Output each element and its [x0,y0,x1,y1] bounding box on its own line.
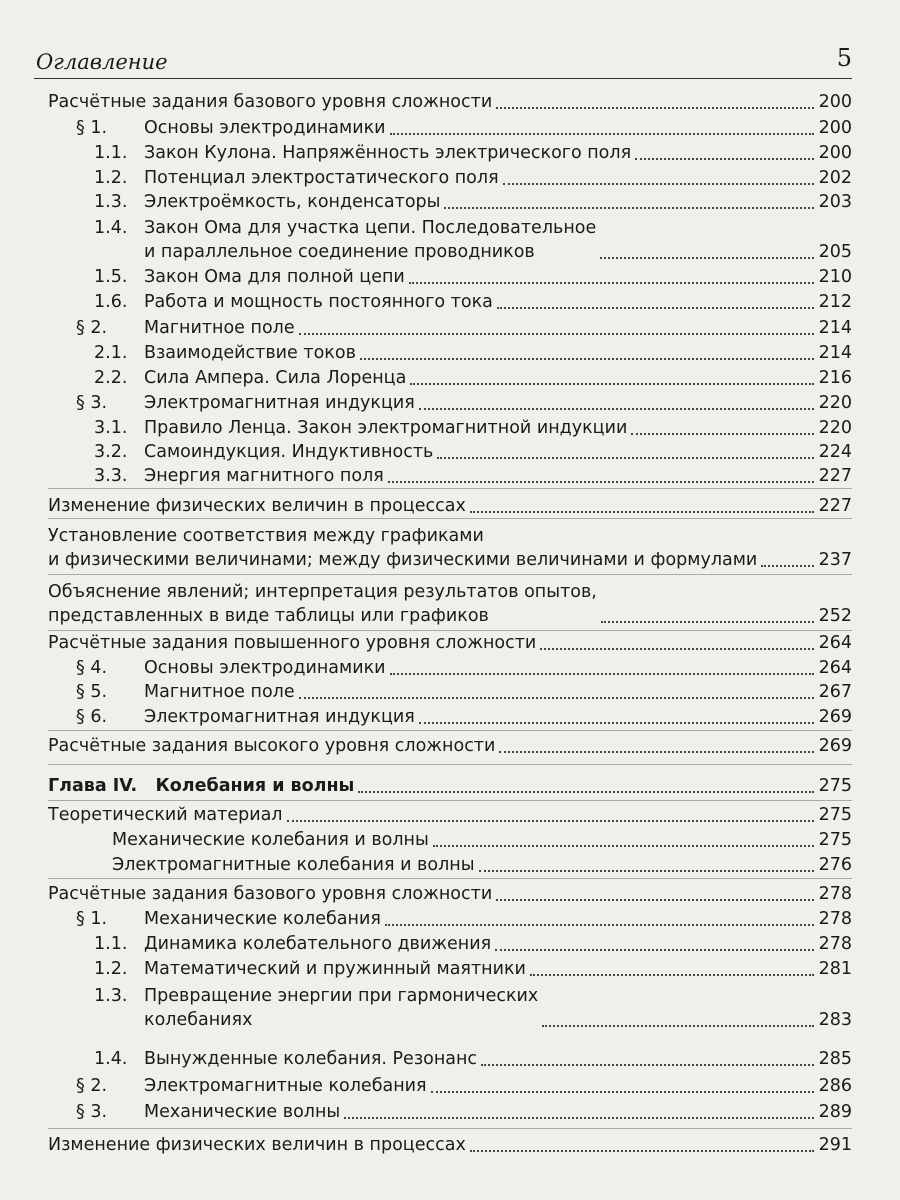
toc-entry-page: 227 [818,496,852,516]
toc-entry[interactable] [48,166,852,190]
toc-entry-title: Расчётные задания повышенного уровня сложности [48,633,537,653]
toc-entry-page: 200 [818,143,852,163]
leader-dots [419,722,814,724]
leader-dots [431,1091,814,1093]
toc-entry-title: Механические колебания [144,909,381,929]
toc-entry-page: 220 [818,418,852,438]
toc-entry-title: Расчётные задания высокого уровня сложности [48,736,496,756]
leader-dots [479,870,814,872]
toc-entry[interactable] [48,932,852,956]
divider [48,878,852,879]
divider [48,730,852,731]
leader-dots [542,1025,814,1027]
toc-entry[interactable] [48,828,852,852]
toc-entry-page: 216 [818,368,852,388]
page-header [34,44,852,79]
toc-entry-title: Закон Ома для полной цепи [144,267,405,287]
toc-entry-title: Вынужденные колебания. Резонанс [144,1049,478,1069]
toc-entry[interactable] [48,853,852,877]
divider [48,1128,852,1129]
toc-entry-title: Электроёмкость, конденсаторы [144,192,441,212]
toc-entry[interactable] [48,190,852,214]
toc-entry[interactable] [48,290,852,314]
toc-entry-number: 2.1. [94,343,128,363]
toc-entry[interactable] [48,907,852,931]
toc-entry-number: 1.2. [94,168,128,188]
leader-dots [635,158,814,160]
leader-dots [470,1150,814,1152]
toc-entry-title-line1: Установление соответствия между графиками [48,526,484,546]
toc-entry-number: 1.4. [94,218,128,238]
toc-entry-number: 3.2. [94,442,128,462]
toc-entry-page: 275 [818,830,852,850]
toc-entry-number: 3.1. [94,418,128,438]
leader-dots [385,924,814,926]
toc-entry-page: 283 [818,1010,852,1030]
toc-entry-title: Динамика колебательного движения [144,934,492,954]
leader-dots [299,333,814,335]
toc-entry-page: 278 [818,884,852,904]
toc-entry-number: 1.4. [94,1049,128,1069]
toc-entry-page: 200 [818,92,852,112]
leader-dots [601,621,814,623]
toc-entry-page: 252 [818,606,852,626]
toc-entry-page: 212 [818,292,852,312]
page-number: 5 [836,44,852,72]
toc-entry[interactable] [48,440,852,464]
toc-entry-page: 289 [818,1102,852,1122]
toc-entry-number: § 3. [76,1102,108,1122]
toc-entry-number: 1.6. [94,292,128,312]
leader-dots [600,257,814,259]
toc-entry-page: 202 [818,168,852,188]
toc-entry-title: Математический и пружинный маятники [144,959,526,979]
toc-entry-title: Механические волны [144,1102,341,1122]
toc-entry-number: § 2. [76,318,108,338]
leader-dots [530,974,814,976]
toc-entry-title-line2: колебаниях [144,1010,253,1030]
toc-entry[interactable] [48,631,852,655]
toc-entry[interactable] [48,524,852,572]
toc-entry[interactable] [48,1133,852,1157]
leader-dots [631,433,814,435]
toc-entry[interactable] [48,957,852,981]
toc-entry-title: Закон Кулона. Напряжённость электрического поля [144,143,632,163]
leader-dots [433,845,814,847]
leader-dots [299,697,814,699]
toc-entry[interactable] [48,341,852,365]
toc-entry-page: 214 [818,343,852,363]
toc-entry[interactable] [48,494,852,518]
toc-entry-title: Электромагнитные колебания и волны [112,855,475,875]
toc-entry-title: Основы электродинамики [144,118,386,138]
toc-entry-page: 205 [818,242,852,262]
toc-entry-page: 278 [818,909,852,929]
toc-chapter-title: Глава IV. Колебания и волны [48,776,355,796]
toc-entry-number: 1.3. [94,986,128,1006]
leader-dots [358,791,814,793]
toc-entry-title: Теоретический материал [48,805,283,825]
toc-entry[interactable] [48,1074,852,1098]
leader-dots [437,457,814,459]
toc-entry[interactable] [48,984,852,1032]
toc-entry-page: 291 [818,1135,852,1155]
leader-dots [497,307,814,309]
leader-dots [388,481,814,483]
toc-entry-title [48,580,597,628]
toc-entry-number: § 4. [76,658,108,678]
divider [48,518,852,519]
leader-dots [499,751,814,753]
divider [48,800,852,801]
toc-entry-title: Сила Ампера. Сила Лоренца [144,368,407,388]
toc-entry-title-line2: представленных в виде таблицы или графиков [48,606,489,626]
toc-entry-title [144,216,596,264]
toc-entry-page: 227 [818,466,852,486]
leader-dots [503,183,814,185]
toc-entry-title-line2: и физическими величинами; между физическими величинами и формулами [48,550,758,570]
toc-entry-title: Электромагнитная индукция [144,707,415,727]
toc-entry[interactable] [48,316,852,340]
toc-entry[interactable] [48,882,852,906]
toc-entry[interactable] [48,141,852,165]
toc-entry-title-line1: Закон Ома для участка цепи. Последовательное [144,218,597,238]
toc-entry-title: Электромагнитные колебания [144,1076,427,1096]
toc-entry-page: 224 [818,442,852,462]
toc-entry-page: 237 [818,550,852,570]
leader-dots [761,565,814,567]
leader-dots [470,511,814,513]
running-title: Оглавление [36,50,168,74]
toc-entry-title: Основы электродинамики [144,658,386,678]
toc-entry-page: 200 [818,118,852,138]
leader-dots [409,282,814,284]
toc-entry[interactable] [48,416,852,440]
toc-entry-number: § 1. [76,118,108,138]
toc-entry-page: 275 [818,776,852,796]
toc-entry-title: Потенциал электростатического поля [144,168,499,188]
toc-entry-number: 3.3. [94,466,128,486]
leader-dots [344,1117,814,1119]
divider [48,764,852,765]
leader-dots [419,408,814,410]
leader-dots [390,133,814,135]
divider [48,574,852,575]
toc-entry-title: Самоиндукция. Индуктивность [144,442,434,462]
toc-entry-title: Расчётные задания базового уровня сложности [48,92,493,112]
toc-entry-title: Магнитное поле [144,682,295,702]
toc-entry-page: 286 [818,1076,852,1096]
leader-dots [496,107,814,109]
leader-dots [481,1064,814,1066]
toc-entry-number: 1.5. [94,267,128,287]
toc-chapter-entry[interactable] [48,774,852,798]
toc-entry-number: 1.2. [94,959,128,979]
toc-entry-number: § 3. [76,393,108,413]
leader-dots [495,949,814,951]
toc-entry-page: 264 [818,633,852,653]
toc-entry-title: Расчётные задания базового уровня сложности [48,884,493,904]
toc-entry-title [144,984,538,1032]
toc-entry[interactable] [48,580,852,628]
toc-entry-page: 285 [818,1049,852,1069]
toc-entry-page: 203 [818,192,852,212]
toc-entry-title: Изменение физических величин в процессах [48,496,466,516]
toc-entry-page: 269 [818,736,852,756]
toc-entry-number: § 5. [76,682,108,702]
toc-entry-number: 1.3. [94,192,128,212]
leader-dots [360,358,814,360]
divider [48,488,852,489]
leader-dots [540,648,814,650]
toc-entry-title-line1: Превращение энергии при гармонических [144,986,539,1006]
toc-entry[interactable] [48,116,852,140]
toc-entry-page: 281 [818,959,852,979]
toc-entry-number: 2.2. [94,368,128,388]
toc-entry-title [48,524,757,572]
toc-entry-number: 1.1. [94,143,128,163]
toc-entry[interactable] [48,90,852,114]
toc-entry-title: Электромагнитная индукция [144,393,415,413]
toc-entry-number: § 1. [76,909,108,929]
toc-entry-page: 269 [818,707,852,727]
toc-entry-title: Энергия магнитного поля [144,466,384,486]
toc-entry[interactable] [48,680,852,704]
toc-entry-page: 276 [818,855,852,875]
toc-entry[interactable] [48,265,852,289]
toc-entry-title: Работа и мощность постоянного тока [144,292,493,312]
toc-entry[interactable] [48,1100,852,1124]
toc-entry-page: 210 [818,267,852,287]
toc-entry-title: Механические колебания и волны [112,830,429,850]
toc-entry-number: 1.1. [94,934,128,954]
toc-entry[interactable] [48,216,852,264]
toc-entry-title: Правило Ленца. Закон электромагнитной индукции [144,418,628,438]
toc-entry[interactable] [48,803,852,827]
leader-dots [390,673,814,675]
toc-entry[interactable] [48,391,852,415]
toc-entry-number: § 2. [76,1076,108,1096]
toc-entry-title-line2: и параллельное соединение проводников [144,242,535,262]
toc-entry[interactable] [48,656,852,680]
toc-entry-page: 214 [818,318,852,338]
toc-entry[interactable] [48,1047,852,1071]
toc-entry-title-line1: Объяснение явлений; интерпретация результатов опытов, [48,582,597,602]
toc-entry-title: Магнитное поле [144,318,295,338]
toc-entry-page: 264 [818,658,852,678]
toc-entry[interactable] [48,464,852,488]
leader-dots [287,820,815,822]
leader-dots [444,207,814,209]
toc-entry-page: 220 [818,393,852,413]
leader-dots [496,899,814,901]
toc-entry-page: 278 [818,934,852,954]
toc-entry-title: Взаимодействие токов [144,343,356,363]
leader-dots [410,383,814,385]
toc-entry-number: § 6. [76,707,108,727]
toc-entry-page: 267 [818,682,852,702]
toc-entry[interactable] [48,366,852,390]
toc-entry[interactable] [48,734,852,758]
toc-entry-title: Изменение физических величин в процессах [48,1135,466,1155]
toc-entry-page: 275 [818,805,852,825]
toc-entry[interactable] [48,705,852,729]
